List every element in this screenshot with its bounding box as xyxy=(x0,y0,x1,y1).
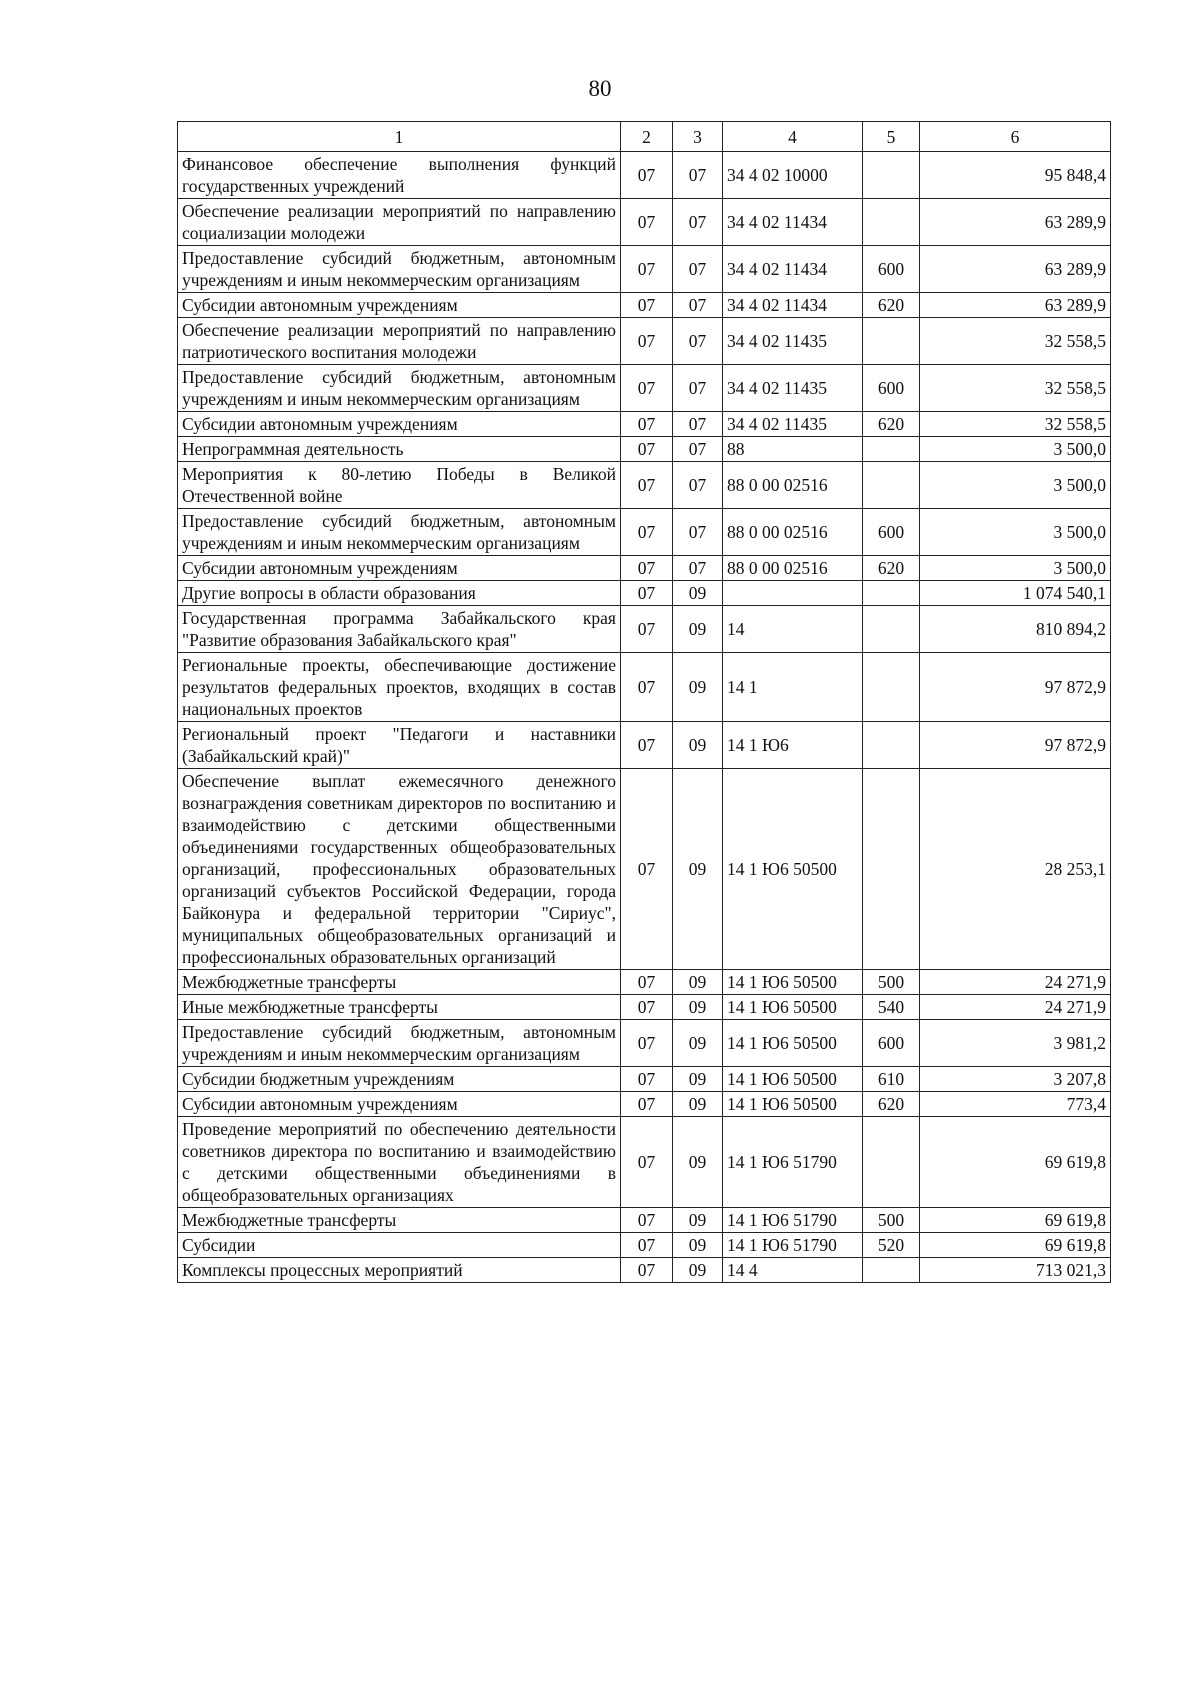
header-cell-2: 2 xyxy=(621,122,673,152)
row-amount: 32 558,5 xyxy=(920,412,1111,437)
row-target-code: 14 4 xyxy=(723,1258,863,1283)
row-expense-type: 620 xyxy=(863,293,920,318)
row-expense-type: 500 xyxy=(863,970,920,995)
row-subsection: 09 xyxy=(673,1233,723,1258)
row-subsection: 09 xyxy=(673,995,723,1020)
table-row xyxy=(178,462,1111,509)
row-subsection: 09 xyxy=(673,606,723,653)
row-amount: 97 872,9 xyxy=(920,653,1111,722)
table-row xyxy=(178,437,1111,462)
row-expense-type xyxy=(863,1117,920,1208)
row-name: Обеспечение реализации мероприятий по направлению социализации молодежи xyxy=(178,199,621,246)
row-amount: 63 289,9 xyxy=(920,293,1111,318)
row-section: 07 xyxy=(621,412,673,437)
row-amount: 63 289,9 xyxy=(920,199,1111,246)
table-row xyxy=(178,995,1111,1020)
row-expense-type xyxy=(863,152,920,199)
row-target-code: 34 4 02 11434 xyxy=(723,199,863,246)
budget-table xyxy=(177,121,1111,1283)
row-section: 07 xyxy=(621,1258,673,1283)
row-expense-type xyxy=(863,437,920,462)
row-expense-type xyxy=(863,653,920,722)
row-amount: 63 289,9 xyxy=(920,246,1111,293)
row-amount: 3 207,8 xyxy=(920,1067,1111,1092)
table-row xyxy=(178,509,1111,556)
row-subsection: 09 xyxy=(673,581,723,606)
row-name: Проведение мероприятий по обеспечению деятельности советников директора по воспитанию и взаимодействию с детскими общественными объединениями в общеобразовательных организациях xyxy=(178,1117,621,1208)
row-section: 07 xyxy=(621,769,673,970)
row-name: Субсидии автономным учреждениям xyxy=(178,293,621,318)
row-target-code: 14 1 xyxy=(723,653,863,722)
row-target-code: 14 1 Ю6 51790 xyxy=(723,1117,863,1208)
row-amount: 24 271,9 xyxy=(920,970,1111,995)
row-section: 07 xyxy=(621,995,673,1020)
row-amount: 24 271,9 xyxy=(920,995,1111,1020)
row-section: 07 xyxy=(621,556,673,581)
row-target-code: 14 1 Ю6 50500 xyxy=(723,1067,863,1092)
row-target-code: 34 4 02 11435 xyxy=(723,412,863,437)
page-number: 80 xyxy=(588,76,612,101)
row-section: 07 xyxy=(621,509,673,556)
header-cell-5: 5 xyxy=(863,122,920,152)
row-name: Предоставление субсидий бюджетным, автономным учреждениям и иным некоммерческим организациям xyxy=(178,246,621,293)
row-target-code: 14 1 Ю6 50500 xyxy=(723,970,863,995)
row-section: 07 xyxy=(621,246,673,293)
row-amount: 32 558,5 xyxy=(920,365,1111,412)
header-cell-4: 4 xyxy=(723,122,863,152)
row-subsection: 07 xyxy=(673,246,723,293)
row-target-code: 14 1 Ю6 50500 xyxy=(723,769,863,970)
row-target-code xyxy=(723,581,863,606)
row-expense-type: 620 xyxy=(863,556,920,581)
row-target-code: 14 1 Ю6 50500 xyxy=(723,1020,863,1067)
row-subsection: 09 xyxy=(673,1067,723,1092)
row-section: 07 xyxy=(621,653,673,722)
row-name: Субсидии xyxy=(178,1233,621,1258)
row-amount: 32 558,5 xyxy=(920,318,1111,365)
table-row xyxy=(178,1092,1111,1117)
header-row xyxy=(178,122,1111,152)
row-target-code: 14 1 Ю6 51790 xyxy=(723,1208,863,1233)
row-subsection: 07 xyxy=(673,437,723,462)
row-subsection: 07 xyxy=(673,199,723,246)
row-expense-type: 600 xyxy=(863,246,920,293)
row-amount: 95 848,4 xyxy=(920,152,1111,199)
table-row xyxy=(178,1020,1111,1067)
row-amount: 3 500,0 xyxy=(920,462,1111,509)
row-target-code: 88 0 00 02516 xyxy=(723,556,863,581)
row-target-code: 34 4 02 10000 xyxy=(723,152,863,199)
row-name: Предоставление субсидий бюджетным, автономным учреждениям и иным некоммерческим организациям xyxy=(178,1020,621,1067)
row-name: Комплексы процессных мероприятий xyxy=(178,1258,621,1283)
row-amount: 3 500,0 xyxy=(920,509,1111,556)
row-section: 07 xyxy=(621,152,673,199)
row-section: 07 xyxy=(621,437,673,462)
row-section: 07 xyxy=(621,1067,673,1092)
row-target-code: 34 4 02 11434 xyxy=(723,293,863,318)
row-expense-type xyxy=(863,318,920,365)
row-section: 07 xyxy=(621,722,673,769)
row-section: 07 xyxy=(621,462,673,509)
row-subsection: 07 xyxy=(673,509,723,556)
row-expense-type xyxy=(863,606,920,653)
table-row xyxy=(178,293,1111,318)
row-subsection: 07 xyxy=(673,318,723,365)
row-name: Субсидии автономным учреждениям xyxy=(178,412,621,437)
row-expense-type: 610 xyxy=(863,1067,920,1092)
row-name: Субсидии бюджетным учреждениям xyxy=(178,1067,621,1092)
header-cell-3: 3 xyxy=(673,122,723,152)
header-cell-1: 1 xyxy=(178,122,621,152)
row-section: 07 xyxy=(621,293,673,318)
table-row xyxy=(178,606,1111,653)
row-name: Межбюджетные трансферты xyxy=(178,1208,621,1233)
row-target-code: 88 xyxy=(723,437,863,462)
row-subsection: 07 xyxy=(673,412,723,437)
table-row xyxy=(178,246,1111,293)
row-amount: 97 872,9 xyxy=(920,722,1111,769)
table-row xyxy=(178,318,1111,365)
row-name: Субсидии автономным учреждениям xyxy=(178,1092,621,1117)
row-amount: 773,4 xyxy=(920,1092,1111,1117)
row-expense-type: 600 xyxy=(863,509,920,556)
row-expense-type xyxy=(863,199,920,246)
row-amount: 810 894,2 xyxy=(920,606,1111,653)
row-subsection: 09 xyxy=(673,722,723,769)
header-cell-6: 6 xyxy=(920,122,1111,152)
row-name: Предоставление субсидий бюджетным, автономным учреждениям и иным некоммерческим организациям xyxy=(178,365,621,412)
row-subsection: 09 xyxy=(673,769,723,970)
row-section: 07 xyxy=(621,318,673,365)
row-subsection: 07 xyxy=(673,293,723,318)
row-expense-type xyxy=(863,1258,920,1283)
row-amount: 3 500,0 xyxy=(920,556,1111,581)
row-target-code: 14 1 Ю6 50500 xyxy=(723,995,863,1020)
row-subsection: 07 xyxy=(673,152,723,199)
row-expense-type: 600 xyxy=(863,1020,920,1067)
row-subsection: 07 xyxy=(673,365,723,412)
row-section: 07 xyxy=(621,970,673,995)
row-expense-type: 620 xyxy=(863,412,920,437)
row-section: 07 xyxy=(621,581,673,606)
table-row xyxy=(178,653,1111,722)
table-row xyxy=(178,412,1111,437)
row-subsection: 07 xyxy=(673,556,723,581)
row-target-code: 14 1 Ю6 xyxy=(723,722,863,769)
row-target-code: 14 1 Ю6 50500 xyxy=(723,1092,863,1117)
row-amount: 3 500,0 xyxy=(920,437,1111,462)
row-amount: 3 981,2 xyxy=(920,1020,1111,1067)
row-section: 07 xyxy=(621,1020,673,1067)
row-section: 07 xyxy=(621,365,673,412)
row-name: Региональные проекты, обеспечивающие достижение результатов федеральных проектов, входящих в состав национальных проектов xyxy=(178,653,621,722)
row-section: 07 xyxy=(621,1117,673,1208)
row-subsection: 07 xyxy=(673,462,723,509)
row-expense-type xyxy=(863,581,920,606)
row-name: Обеспечение выплат ежемесячного денежного вознаграждения советникам директоров по воспитанию и взаимодействию с детскими общественными объединениями государственных общеобразовательных организаций, профессиональных образовательных организаций субъектов Российской Федерации, города Байконура и федеральной территории "Сириус", муниципальных общеобразовательных организаций и профессиональных образовательных организаций xyxy=(178,769,621,970)
table-row xyxy=(178,722,1111,769)
row-subsection: 09 xyxy=(673,1117,723,1208)
table-row xyxy=(178,1208,1111,1233)
row-name: Непрограммная деятельность xyxy=(178,437,621,462)
row-amount: 69 619,8 xyxy=(920,1208,1111,1233)
row-expense-type xyxy=(863,462,920,509)
row-subsection: 09 xyxy=(673,1020,723,1067)
row-target-code: 88 0 00 02516 xyxy=(723,462,863,509)
row-section: 07 xyxy=(621,199,673,246)
row-target-code: 34 4 02 11434 xyxy=(723,246,863,293)
row-expense-type: 600 xyxy=(863,365,920,412)
row-name: Межбюджетные трансферты xyxy=(178,970,621,995)
table-row xyxy=(178,769,1111,970)
row-section: 07 xyxy=(621,1233,673,1258)
row-name: Предоставление субсидий бюджетным, автономным учреждениям и иным некоммерческим организациям xyxy=(178,509,621,556)
row-expense-type xyxy=(863,722,920,769)
row-amount: 1 074 540,1 xyxy=(920,581,1111,606)
table-row xyxy=(178,152,1111,199)
table-row xyxy=(178,1258,1111,1283)
table-row xyxy=(178,970,1111,995)
row-subsection: 09 xyxy=(673,1208,723,1233)
row-subsection: 09 xyxy=(673,1258,723,1283)
row-name: Финансовое обеспечение выполнения функций государственных учреждений xyxy=(178,152,621,199)
row-amount: 28 253,1 xyxy=(920,769,1111,970)
row-section: 07 xyxy=(621,1208,673,1233)
table-row xyxy=(178,199,1111,246)
row-section: 07 xyxy=(621,1092,673,1117)
row-name: Другие вопросы в области образования xyxy=(178,581,621,606)
row-subsection: 09 xyxy=(673,1092,723,1117)
row-target-code: 34 4 02 11435 xyxy=(723,318,863,365)
row-target-code: 88 0 00 02516 xyxy=(723,509,863,556)
row-target-code: 34 4 02 11435 xyxy=(723,365,863,412)
row-expense-type: 540 xyxy=(863,995,920,1020)
row-name: Обеспечение реализации мероприятий по направлению патриотического воспитания молодежи xyxy=(178,318,621,365)
table-row xyxy=(178,1067,1111,1092)
row-target-code: 14 1 Ю6 51790 xyxy=(723,1233,863,1258)
row-name: Региональный проект "Педагоги и наставники (Забайкальский край)" xyxy=(178,722,621,769)
row-amount: 713 021,3 xyxy=(920,1258,1111,1283)
row-name: Иные межбюджетные трансферты xyxy=(178,995,621,1020)
row-name: Мероприятия к 80-летию Победы в Великой Отечественной войне xyxy=(178,462,621,509)
row-section: 07 xyxy=(621,606,673,653)
row-expense-type xyxy=(863,769,920,970)
table-row xyxy=(178,365,1111,412)
row-amount: 69 619,8 xyxy=(920,1117,1111,1208)
row-expense-type: 620 xyxy=(863,1092,920,1117)
row-expense-type: 520 xyxy=(863,1233,920,1258)
row-target-code: 14 xyxy=(723,606,863,653)
row-name: Субсидии автономным учреждениям xyxy=(178,556,621,581)
table-row xyxy=(178,581,1111,606)
row-subsection: 09 xyxy=(673,653,723,722)
row-name: Государственная программа Забайкальского края "Развитие образования Забайкальского края" xyxy=(178,606,621,653)
table-body xyxy=(178,152,1111,1283)
row-subsection: 09 xyxy=(673,970,723,995)
table-row xyxy=(178,1117,1111,1208)
row-expense-type: 500 xyxy=(863,1208,920,1233)
table-row xyxy=(178,556,1111,581)
table-row xyxy=(178,1233,1111,1258)
row-amount: 69 619,8 xyxy=(920,1233,1111,1258)
